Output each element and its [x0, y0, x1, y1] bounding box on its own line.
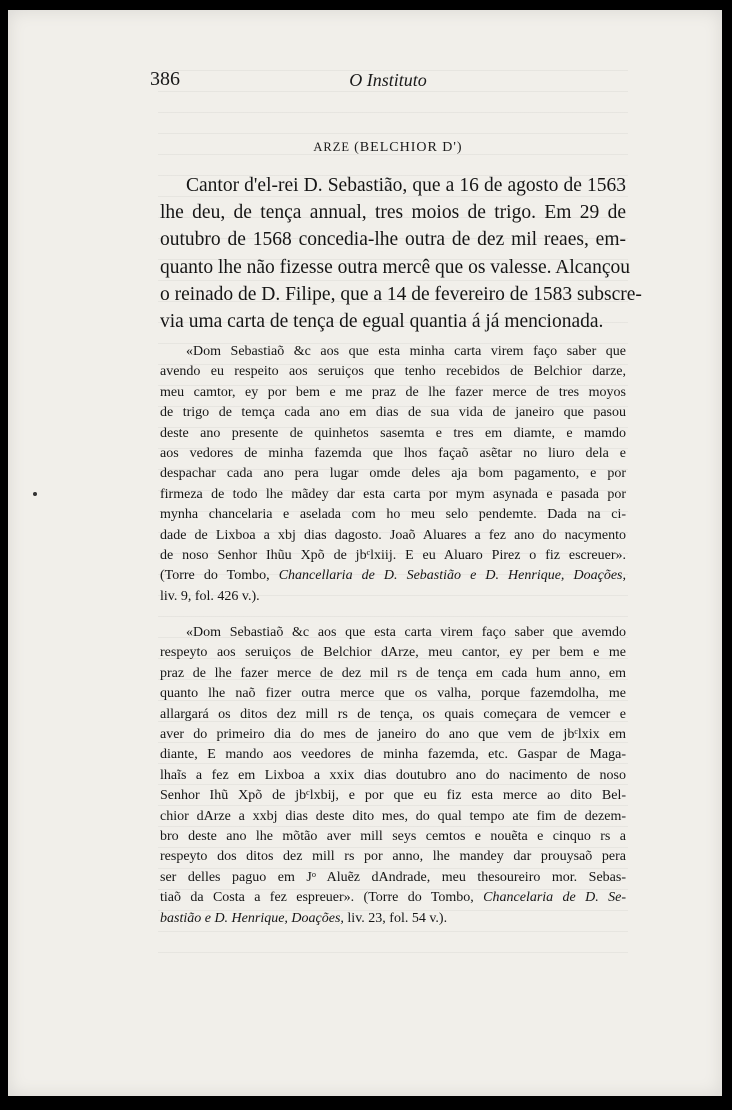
quote-line: ser delles paguo em Jᵒ Aluẽz dAndrade, meu thesoureiro mor. Sebas-: [160, 869, 626, 885]
quote-line: lhaĩs a fez em Lixboa a xxix dias doutubro ano do nacimento de noso: [160, 767, 626, 783]
quote-line: allargará os ditos dez mill rs de tença, os quais começara de vemcer e: [160, 706, 626, 722]
quote-line: de trigo de temça cada ano em dias de sua vida de janeiro que pasou: [160, 405, 626, 421]
quote-line: quanto lhe naõ fizer outra merce que os valha, porque fazemdolha, me: [160, 686, 626, 702]
paragraph-line: outubro de 1568 concedia-lhe outra de dez mil reaes, em-: [160, 229, 626, 251]
quote-line: «Dom Sebastiaõ &c aos que esta carta virem faço saber que avemdo: [186, 625, 626, 640]
quoted-document-2: [160, 623, 626, 929]
section-name: ARZE: [313, 140, 351, 154]
citation-line: liv. 9, fol. 426 v.).: [160, 588, 260, 604]
quote-line: diante, E mando aos veedores de minha fazemda, etc. Gaspar de Maga-: [160, 747, 626, 763]
paragraph-line: o reinado de D. Filipe, que a 14 de fevereiro de 1583 subscre-: [160, 283, 642, 305]
quote-line: Senhor Ihũ Xpõ de jbᶜlxbij, e por que eu fiz esta merce ao dito Bel-: [160, 788, 626, 804]
citation-line: [160, 566, 626, 586]
quote-line: aver do primeiro dia do mes de janeiro do ano que vem de jbᶜlxix em: [160, 727, 626, 743]
citation-title: Chancellaria de D. Sebastião e D. Henrique, Doações,: [278, 568, 626, 584]
citation-title-b: bastião e D. Henrique, Doações,: [160, 910, 344, 926]
quote-line: de noso Senhor Ihũu Xpõ de jbᶜlxiij. E eu Aluaro Pirez o fiz escreuer».: [160, 548, 626, 564]
paragraph-line: via uma carta de tença de egual quantia á já mencionada.: [160, 311, 604, 333]
paragraph-line: lhe deu, de tença annual, tres moios de trigo. Em 29 de: [160, 202, 626, 224]
quote-line: deste ano presente de quinhetos sasemta e tres em diamte, e mamdo: [160, 425, 626, 441]
quote-line: chior dArze a xxbj dias deste dito mes, do qual tempo ate fim de dezem-: [160, 808, 626, 824]
main-paragraph: [160, 172, 642, 335]
page-number: 386: [150, 68, 180, 90]
quote-line: bro deste ano lhe mõtão aver mill seys cemtos e nouẽta e cinquo rs a: [160, 829, 626, 845]
margin-speck: [33, 492, 37, 496]
citation-line: [160, 909, 626, 929]
quote-line: praz de lhe fazer merce de dez mil rs de tença em cada hum anno, em: [160, 665, 626, 681]
paragraph-line: Cantor d'el-rei D. Sebastião, que a 16 de agosto de 1563: [186, 175, 626, 196]
quote-line: meu camtor, ey por bem e me praz de lhe fazer merce de tres moyos: [160, 384, 626, 400]
quote-line: «Dom Sebastiaõ &c aos que esta minha carta virem faço saber que: [186, 344, 626, 359]
quote-line: respeyto dos ditos dez mill rs por anno, lhe mandey dar prouysaõ pera: [160, 849, 626, 865]
citation-suffix: liv. 23, fol. 54 v.).: [343, 910, 448, 926]
section-name-paren: (BELCHIOR D'): [354, 140, 463, 155]
quote-line: aos vedores de minha fazemda que lhos façaõ asẽtar no liuro dela e: [160, 446, 626, 462]
citation-title-a: Chancelaria de D. Se-: [483, 890, 626, 906]
page-header: [150, 68, 626, 94]
quote-line: firmeza de todo lhe mãdey dar esta carta por mym asynada e pasada por: [160, 486, 626, 502]
quoted-document-1: [160, 342, 626, 607]
paragraph-line: quanto lhe não fizesse outra mercê que os valesse. Alcançou: [160, 256, 630, 278]
quote-line: dade de Lixboa a xbj dias dagosto. Joaõ Aluares a fez ano do nacymento: [160, 527, 626, 543]
running-title: O Instituto: [349, 70, 427, 90]
citation-prefix: tiaõ da Costa a fez espreuer». (Torre do Tombo,: [160, 890, 484, 906]
quote-line: avendo eu respeito aos seruiços que tenho recebidos de Belchior darze,: [160, 364, 626, 380]
section-heading: [150, 140, 626, 156]
quote-line: respeyto aos seruiços de Belchior dArze, meu cantor, ey per bem e me: [160, 645, 626, 661]
citation-prefix: (Torre do Tombo,: [160, 568, 279, 584]
quote-line: mynha chancelaria e aselada com ho meu selo pendemte. Dada na ci-: [160, 507, 626, 523]
quote-line: despachar cada ano pera lugar omde deles aja bom pagamento, e por: [160, 466, 626, 482]
citation-line: [160, 888, 626, 908]
